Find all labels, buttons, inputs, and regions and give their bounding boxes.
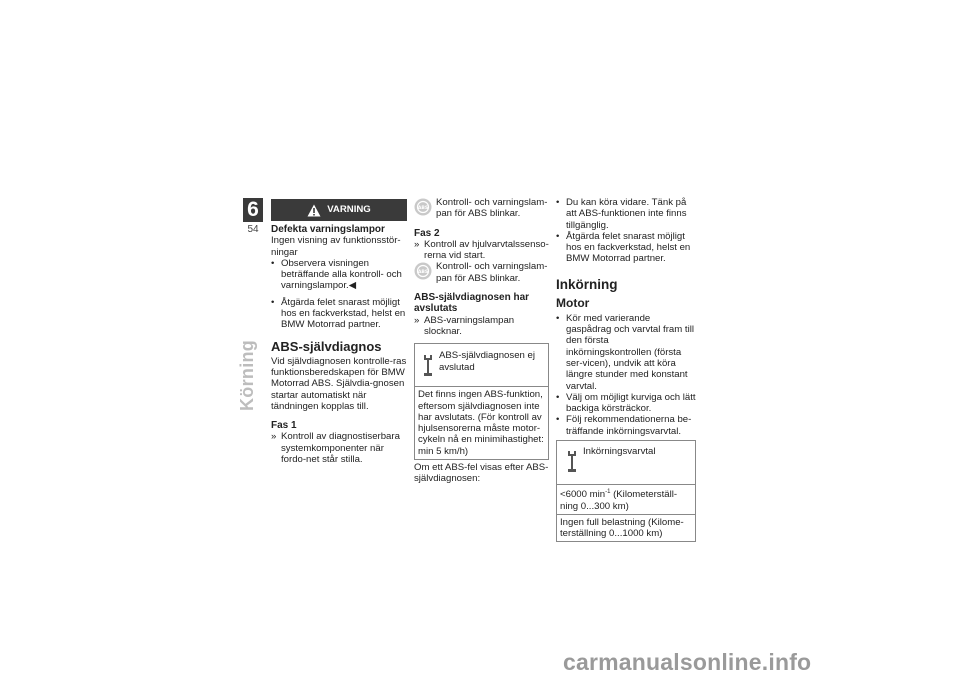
warning-triangle-icon bbox=[307, 204, 321, 217]
table-row: Ingen full belastning (Kilome-terställning 0...1000 km) bbox=[557, 514, 695, 542]
phase-heading-2: Fas 2 bbox=[414, 227, 440, 239]
table-row: Det finns ingen ABS-funktion, eftersom självdiagnosen inte har avslutats. (För kontroll av hjulsensorerna måste motor-cykeln nå en minimihastighet: min 5 km/h) bbox=[415, 386, 548, 459]
phase-heading-1: Fas 1 bbox=[271, 420, 297, 432]
abs-warning-lamp-icon bbox=[414, 262, 432, 280]
chapter-number: 6 bbox=[243, 198, 263, 222]
paragraph: Om ett ABS-fel visas efter ABS-självdiagnosen: bbox=[414, 462, 549, 485]
step-item: » Kontroll av diagnostiserbara systemkomponenter när fordo-net står stilla. bbox=[271, 431, 407, 465]
list-item: • Du kan köra vidare. Tänk på att ABS-funktionen inte finns tillgänglig. bbox=[556, 197, 696, 231]
table-header: ABS-självdiagnosen ej avslutad bbox=[415, 344, 548, 386]
warning-subtitle: Defekta varningslampor bbox=[271, 224, 385, 235]
step-item: » ABS-varningslampan slocknar. bbox=[414, 315, 549, 338]
warning-banner bbox=[271, 199, 407, 221]
warning-label: VARNING bbox=[327, 204, 371, 216]
abs-lamp-note: ABS Kontroll- och varningslam-pan för ABS blinkar. bbox=[414, 261, 549, 284]
list-item: • Välj om möjligt kurviga och lätt backiga körsträckor. bbox=[556, 392, 696, 415]
list-item: • Följ rekommendationerna be-träffande inkörningsvarvtal. bbox=[556, 414, 696, 437]
step-item: » Kontroll av hjulvarvtalssenso-rerna vid start. bbox=[414, 239, 549, 262]
table-header: Inkörningsvarvtal bbox=[557, 441, 695, 484]
warning-text: Ingen visning av funktionsstör-ningar bbox=[271, 235, 401, 258]
list-item: • Kör med varierande gaspådrag och varvtal fram till den första inkörningskontrollen (första ser-vicen), undvik att köra längre stunder med konstant varvtal. bbox=[556, 313, 696, 392]
column-2 bbox=[414, 197, 549, 485]
page-number: 54 bbox=[247, 224, 259, 235]
table-row: <6000 $\min^{-1}$ (Kilometerställ-ning 0...300 km) bbox=[557, 484, 695, 514]
list-item: • Åtgärda felet snarast möjligt hos en fackverkstad, helst en BMW Motorrad partner. bbox=[556, 231, 696, 265]
subsection-heading: ABS-självdiagnosen har avslutats bbox=[414, 292, 530, 315]
section-heading-selfdiag: ABS-självdiagnos bbox=[271, 338, 382, 354]
abs-lamp-note: ABS Kontroll- och varningslam-pan för ABS blinkar. bbox=[414, 197, 549, 220]
watermark: carmanualsonline.info bbox=[563, 649, 812, 675]
list-item: • Observera visningen beträffande alla kontroll- och varningslampor.◀ bbox=[271, 258, 407, 292]
column-3 bbox=[556, 197, 696, 542]
svg-text:ABS: ABS bbox=[417, 270, 429, 276]
abs-warning-lamp-icon bbox=[414, 198, 432, 216]
column-1 bbox=[271, 199, 407, 465]
info-table-abs bbox=[414, 343, 549, 460]
chapter-title: Körning bbox=[237, 339, 257, 411]
info-table-breakin bbox=[556, 440, 696, 542]
list-item: • Åtgärda felet snarast möjligt hos en fackverkstad, helst en BMW Motorrad partner. bbox=[271, 297, 407, 331]
section-heading-motor: Motor bbox=[556, 295, 590, 310]
svg-text:ABS: ABS bbox=[417, 205, 429, 211]
paragraph: Vid självdiagnosen kontrolle-ras funktionsberedskapen för BMW Motorrad ABS. Självdia-gnosen startar automatiskt när tändningen kopplas till. bbox=[271, 355, 407, 412]
wrench-icon bbox=[567, 450, 577, 474]
section-heading-inkorning: Inkörning bbox=[556, 276, 618, 292]
wrench-icon bbox=[423, 354, 433, 378]
